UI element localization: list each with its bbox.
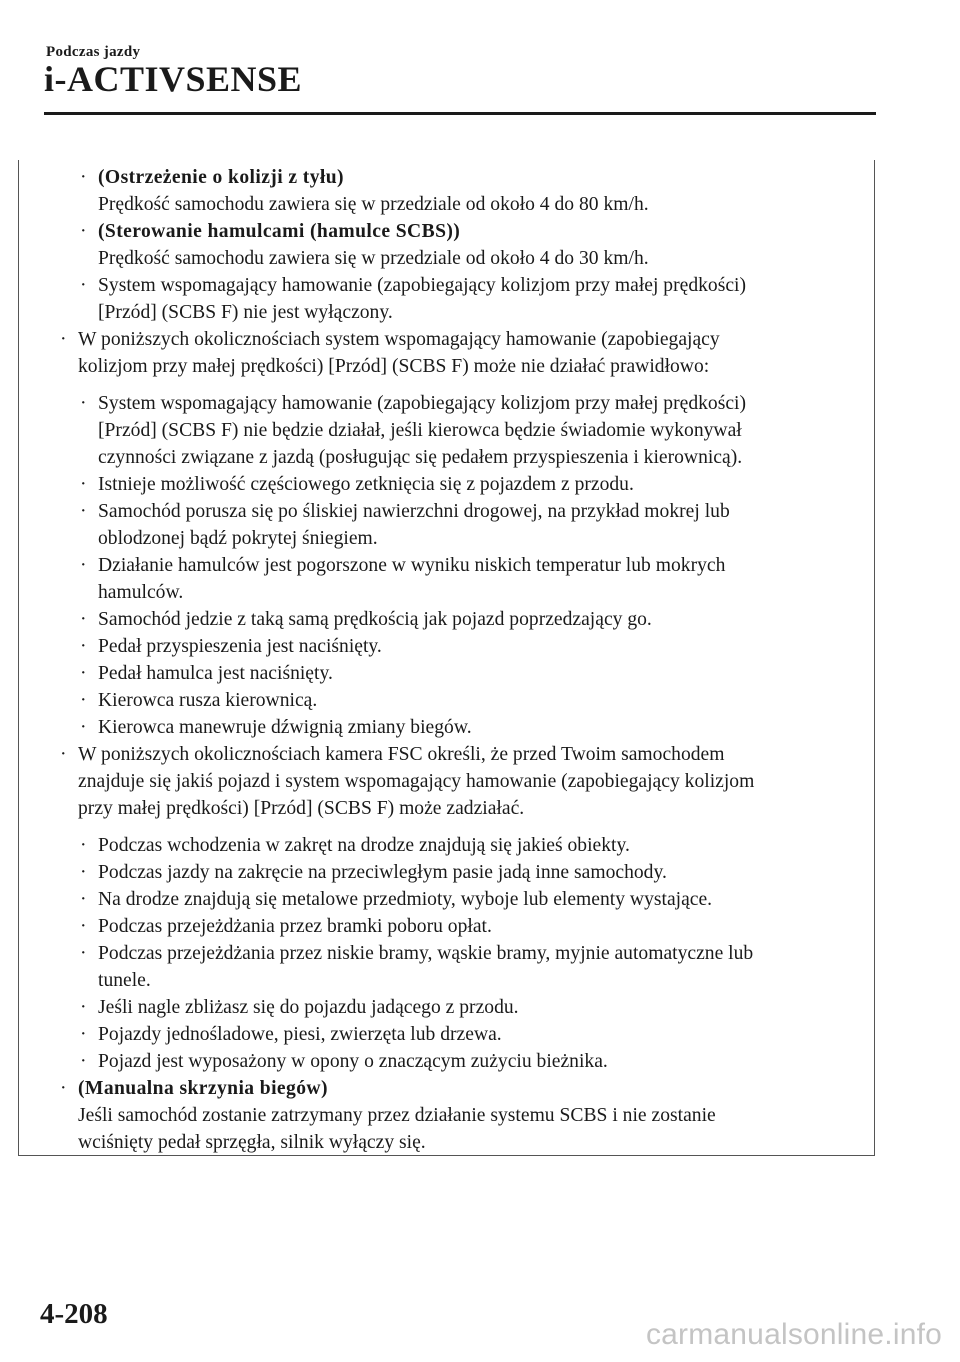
list-item <box>58 164 858 218</box>
list-item <box>58 633 858 660</box>
bullet: · <box>80 889 87 910</box>
watermark: carmanualsonline.info <box>645 1318 942 1351</box>
bullet: · <box>80 690 87 711</box>
bullet: · <box>80 997 87 1018</box>
bullet: · <box>80 555 87 576</box>
list-item-line: Podczas wchodzenia w zakręt na drodze znajdują się jakieś obiekty. <box>98 835 630 856</box>
list-item <box>58 471 858 498</box>
bullet: · <box>80 1051 87 1072</box>
list-item <box>58 606 858 633</box>
bullet: · <box>60 1078 67 1099</box>
chapter-title: i-ACTIVSENSE <box>44 59 303 99</box>
header-rule <box>44 112 876 115</box>
scbs-not-off-line: [Przód] (SCBS F) nie jest wyłączony. <box>98 302 393 323</box>
may-activate-intro-line: znajduje się jakiś pojazd i system wspomagający hamowanie (zapobiegający kolizjom <box>78 771 755 792</box>
may-activate-intro-line: przy małej prędkości) [Przód] (SCBS F) może zadziałać. <box>78 798 525 819</box>
bullet: · <box>80 1024 87 1045</box>
list-item <box>58 832 858 859</box>
may-activate-list <box>58 832 858 1075</box>
scbs-not-off-line: System wspomagający hamowanie (zapobiegający kolizjom przy małej prędkości) <box>98 275 747 296</box>
list-item-line: Na drodze znajdują się metalowe przedmioty, wyboje lub elementy wystające. <box>98 889 713 910</box>
bullet: · <box>80 943 87 964</box>
list-item <box>58 886 858 913</box>
bullet: · <box>80 636 87 657</box>
bullet: · <box>60 329 67 350</box>
list-item-line: Samochód jedzie z taką samą prędkością jak pojazd poprzedzający go. <box>98 609 652 630</box>
list-item <box>58 1048 858 1075</box>
list-item-line: Istnieje możliwość częściowego zetknięcia się z pojazdem z przodu. <box>98 474 634 495</box>
list-item <box>58 994 858 1021</box>
list-item-line: tunele. <box>98 970 151 991</box>
bullet: · <box>80 717 87 738</box>
list-item <box>58 498 858 552</box>
list-item <box>58 940 858 994</box>
list-item <box>58 552 858 606</box>
may-activate-intro-line: W poniższych okolicznościach kamera FSC określi, że przed Twoim samochodem <box>78 744 725 765</box>
list-item-line: Podczas przejeżdżania przez niskie bramy, wąskie bramy, myjnie automatyczne lub <box>98 943 754 964</box>
bullet: · <box>80 393 87 414</box>
list-item-line: Pojazdy jednośladowe, piesi, zwierzęta lub drzewa. <box>98 1024 502 1045</box>
list-item <box>58 272 858 326</box>
list-item <box>58 660 858 687</box>
bullet: · <box>80 275 87 296</box>
list-item-line: Podczas jazdy na zakręcie na przeciwległym pasie jadą inne samochody. <box>98 862 667 883</box>
list-item <box>58 1021 858 1048</box>
list-item-line: Jeśli nagle zbliżasz się do pojazdu jadącego z przodu. <box>98 997 519 1018</box>
bullet: · <box>80 835 87 856</box>
list-item <box>58 1075 858 1156</box>
not-working-intro-line: W poniższych okolicznościach system wspomagający hamowanie (zapobiegający <box>78 329 720 350</box>
manual-gearbox-title: (Manualna skrzynia biegów) <box>78 1078 328 1099</box>
bullet: · <box>80 221 87 242</box>
list-item-line: hamulców. <box>98 582 184 603</box>
page-number: 4-208 <box>40 1298 108 1330</box>
list-item <box>58 741 858 822</box>
list-item-line: Pedał hamulca jest naciśnięty. <box>98 663 333 684</box>
rear-warning-title: (Ostrzeżenie o kolizji z tyłu) <box>98 167 344 188</box>
bullet: · <box>80 474 87 495</box>
bullet: · <box>80 663 87 684</box>
list-item-line: Działanie hamulców jest pogorszone w wyniku niskich temperatur lub mokrych <box>98 555 726 576</box>
brake-control-title: (Sterowanie hamulcami (hamulce SCBS)) <box>98 221 461 242</box>
list-item-line: [Przód] (SCBS F) nie będzie działał, jeśli kierowca będzie świadomie wykonywał <box>98 420 742 441</box>
bullet: · <box>80 609 87 630</box>
list-item <box>58 390 858 471</box>
not-working-intro-line: kolizjom przy małej prędkości) [Przód] (SCBS F) może nie działać prawidłowo: <box>78 356 710 377</box>
list-item-line: Samochód porusza się po śliskiej nawierzchni drogowej, na przykład mokrej lub <box>98 501 730 522</box>
bullet: · <box>80 916 87 937</box>
list-item <box>58 687 858 714</box>
brake-control-text: Prędkość samochodu zawiera się w przedziale od około 4 do 30 km/h. <box>98 248 649 269</box>
rear-warning-text: Prędkość samochodu zawiera się w przedziale od około 4 do 80 km/h. <box>98 194 649 215</box>
list-item-line: Podczas przejeżdżania przez bramki poboru opłat. <box>98 916 492 937</box>
list-item-line: Kierowca manewruje dźwignią zmiany biegów. <box>98 717 472 738</box>
list-item <box>58 326 858 380</box>
list-item-line: Kierowca rusza kierownicą. <box>98 690 318 711</box>
section-title: Podczas jazdy <box>46 44 141 60</box>
list-item-line: czynności związane z jazdą (posługując się pedałem przyspieszenia i kierownicą). <box>98 447 743 468</box>
bullet: · <box>60 744 67 765</box>
list-item <box>58 859 858 886</box>
list-item <box>58 913 858 940</box>
manual-gearbox-text: wciśnięty pedał sprzęgła, silnik wyłączy się. <box>78 1132 426 1153</box>
list-item-line: System wspomagający hamowanie (zapobiegający kolizjom przy małej prędkości) <box>98 393 747 414</box>
list-item-line: Pedał przyspieszenia jest naciśnięty. <box>98 636 382 657</box>
list-item <box>58 714 858 741</box>
manual-gearbox-text: Jeśli samochód zostanie zatrzymany przez działanie systemu SCBS i nie zostanie <box>78 1105 716 1126</box>
bullet: · <box>80 501 87 522</box>
bullet: · <box>80 167 87 188</box>
not-working-list <box>58 390 858 741</box>
list-item <box>58 218 858 272</box>
page-content <box>58 164 858 1156</box>
list-item-line: oblodzonej bądź pokrytej śniegiem. <box>98 528 378 549</box>
bullet: · <box>80 862 87 883</box>
list-item-line: Pojazd jest wyposażony w opony o znaczącym zużyciu bieżnika. <box>98 1051 608 1072</box>
